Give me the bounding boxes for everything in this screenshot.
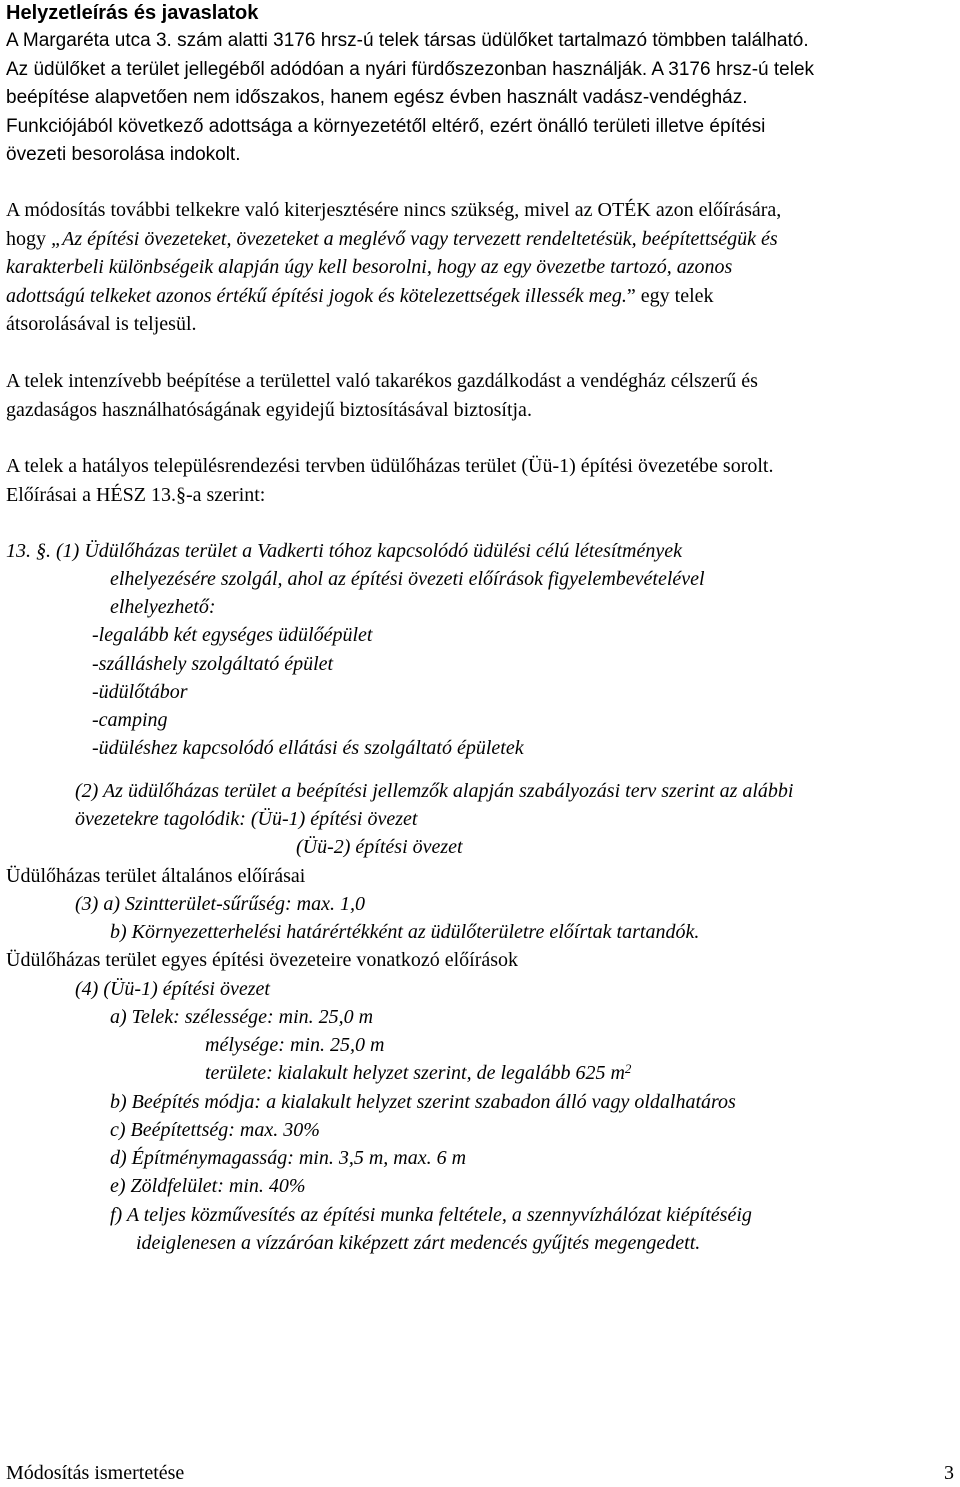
text-line: átsorolásával is teljesül. (6, 313, 197, 335)
intro-line: Funkciójából következő adottsága a környezetétől eltérő, ezért önálló területi illetve építési (6, 115, 766, 137)
rule-line: d) Építménymagasság: min. 3,5 m, max. 6 m (110, 1147, 467, 1169)
rule-line: -legalább két egységes üdülőépület (92, 624, 373, 646)
rule-line: elhelyezésére szolgál, ahol az építési övezeti előírások figyelembevételével (110, 568, 705, 590)
intro-line: A Margaréta utca 3. szám alatti 3176 hrsz-ú telek társas üdülőket tartalmazó tömbben található. (6, 30, 809, 51)
rule-line: 13. §. (1) Üdülőházas terület a Vadkerti tóhoz kapcsolódó üdülési célú létesítmények (6, 540, 682, 562)
rule-line: (Üü-2) építési övezet (296, 836, 463, 858)
rule-line: -szálláshely szolgáltató épület (92, 653, 334, 675)
rule-line: (4) (Üü-1) építési övezet (75, 978, 270, 1000)
intenziv-paragraph (6, 367, 758, 424)
rule-line: (2) Az üdülőházas terület a beépítési jellemzők alapján szabályozási terv szerint az alábbi (75, 780, 794, 802)
text-line: A telek intenzívebb beépítése a területtel való takarékos gazdálkodást a vendégház célszerű és (6, 370, 758, 392)
hatalyos-paragraph (6, 452, 773, 509)
rule-line: -camping (92, 709, 168, 731)
text-line (6, 225, 781, 254)
text-span: hogy (6, 227, 51, 250)
superscript: 2 (624, 1061, 632, 1076)
quote-span: „Az építési övezeteket, övezeteket a meglévő vagy tervezett rendeltetésük, beépítettségük és (51, 227, 778, 250)
rule-subheading: Üdülőházas terület egyes építési övezeteire vonatkozó előírások (6, 949, 519, 971)
text-line (6, 282, 781, 311)
rule-line: elhelyezhető: (110, 596, 216, 618)
rule-text: területe: kialakult helyzet szerint, de legalább 625 m (205, 1062, 625, 1084)
page-heading: Helyzetleírás és javaslatok (6, 2, 259, 24)
rule-line: b) Beépítés módja: a kialakult helyzet szerint szabadon álló vagy oldalhatáros (110, 1091, 736, 1113)
rule-line: e) Zöldfelület: min. 40% (110, 1175, 306, 1197)
rule-line: -üdülőtábor (92, 681, 188, 703)
page-number: 3 (944, 1462, 954, 1484)
intro-line: Az üdülőket a terület jellegéből adódóan a nyári fürdőszezonban használják. A 3176 hrsz-ú telek (6, 58, 815, 80)
rule-line: b) Környezetterhelési határértékként az üdülőterületre előírtak tartandók. (110, 921, 700, 943)
text-line: Előírásai a HÉSZ 13.§-a szerint: (6, 483, 266, 506)
intro-line: beépítése alapvetően nem időszakos, hanem egész évben használt vadász-vendégház. (6, 87, 748, 108)
quote-span: adottságú telkeket azonos értékű építési jogok és kötelezettségek illessék meg. (6, 284, 627, 307)
intro-line: övezeti besorolása indokolt. (6, 144, 241, 165)
rule-line: (3) a) Szintterület-sűrűség: max. 1,0 (75, 893, 365, 915)
rule-line: c) Beépítettség: max. 30% (110, 1119, 320, 1141)
rule-line: övezetekre tagolódik: (Üü-1) építési övezet (75, 808, 418, 830)
rule-line: -üdüléshez kapcsolódó ellátási és szolgáltató épületek (92, 737, 524, 759)
rule-subheading: Üdülőházas terület általános előírásai (6, 865, 306, 887)
rule-line: a) Telek: szélessége: min. 25,0 m (110, 1006, 374, 1028)
text-line: A telek a hatályos településrendezési tervben üdülőházas terület (Üü-1) építési övezetébe sorolt. (6, 455, 774, 477)
rule-line: mélysége: min. 25,0 m (205, 1034, 385, 1056)
rule-line: f) A teljes közművesítés az építési munka feltétele, a szennyvízhálózat kiépítéséig (110, 1204, 752, 1226)
intro-paragraph (6, 27, 814, 170)
text-line: A módosítás további telkekre való kiterjesztésére nincs szükség, mivel az OTÉK azon előírására, (6, 199, 782, 221)
quote-line: karakterbeli különbségeik alapján úgy kell besorolni, hogy az egy övezetbe tartozó, azonos (6, 256, 733, 278)
text-span: ” egy telek (626, 284, 714, 307)
rule-line (205, 1059, 631, 1088)
modositas-paragraph (6, 196, 781, 339)
rule-line: ideiglenesen a vízzáróan kiképzett zárt medencés gyűjtés megengedett. (136, 1232, 701, 1254)
text-line: gazdaságos használhatóságának egyidejű biztosításával biztosítja. (6, 398, 532, 421)
footer-title: Módosítás ismertetése (6, 1462, 185, 1484)
